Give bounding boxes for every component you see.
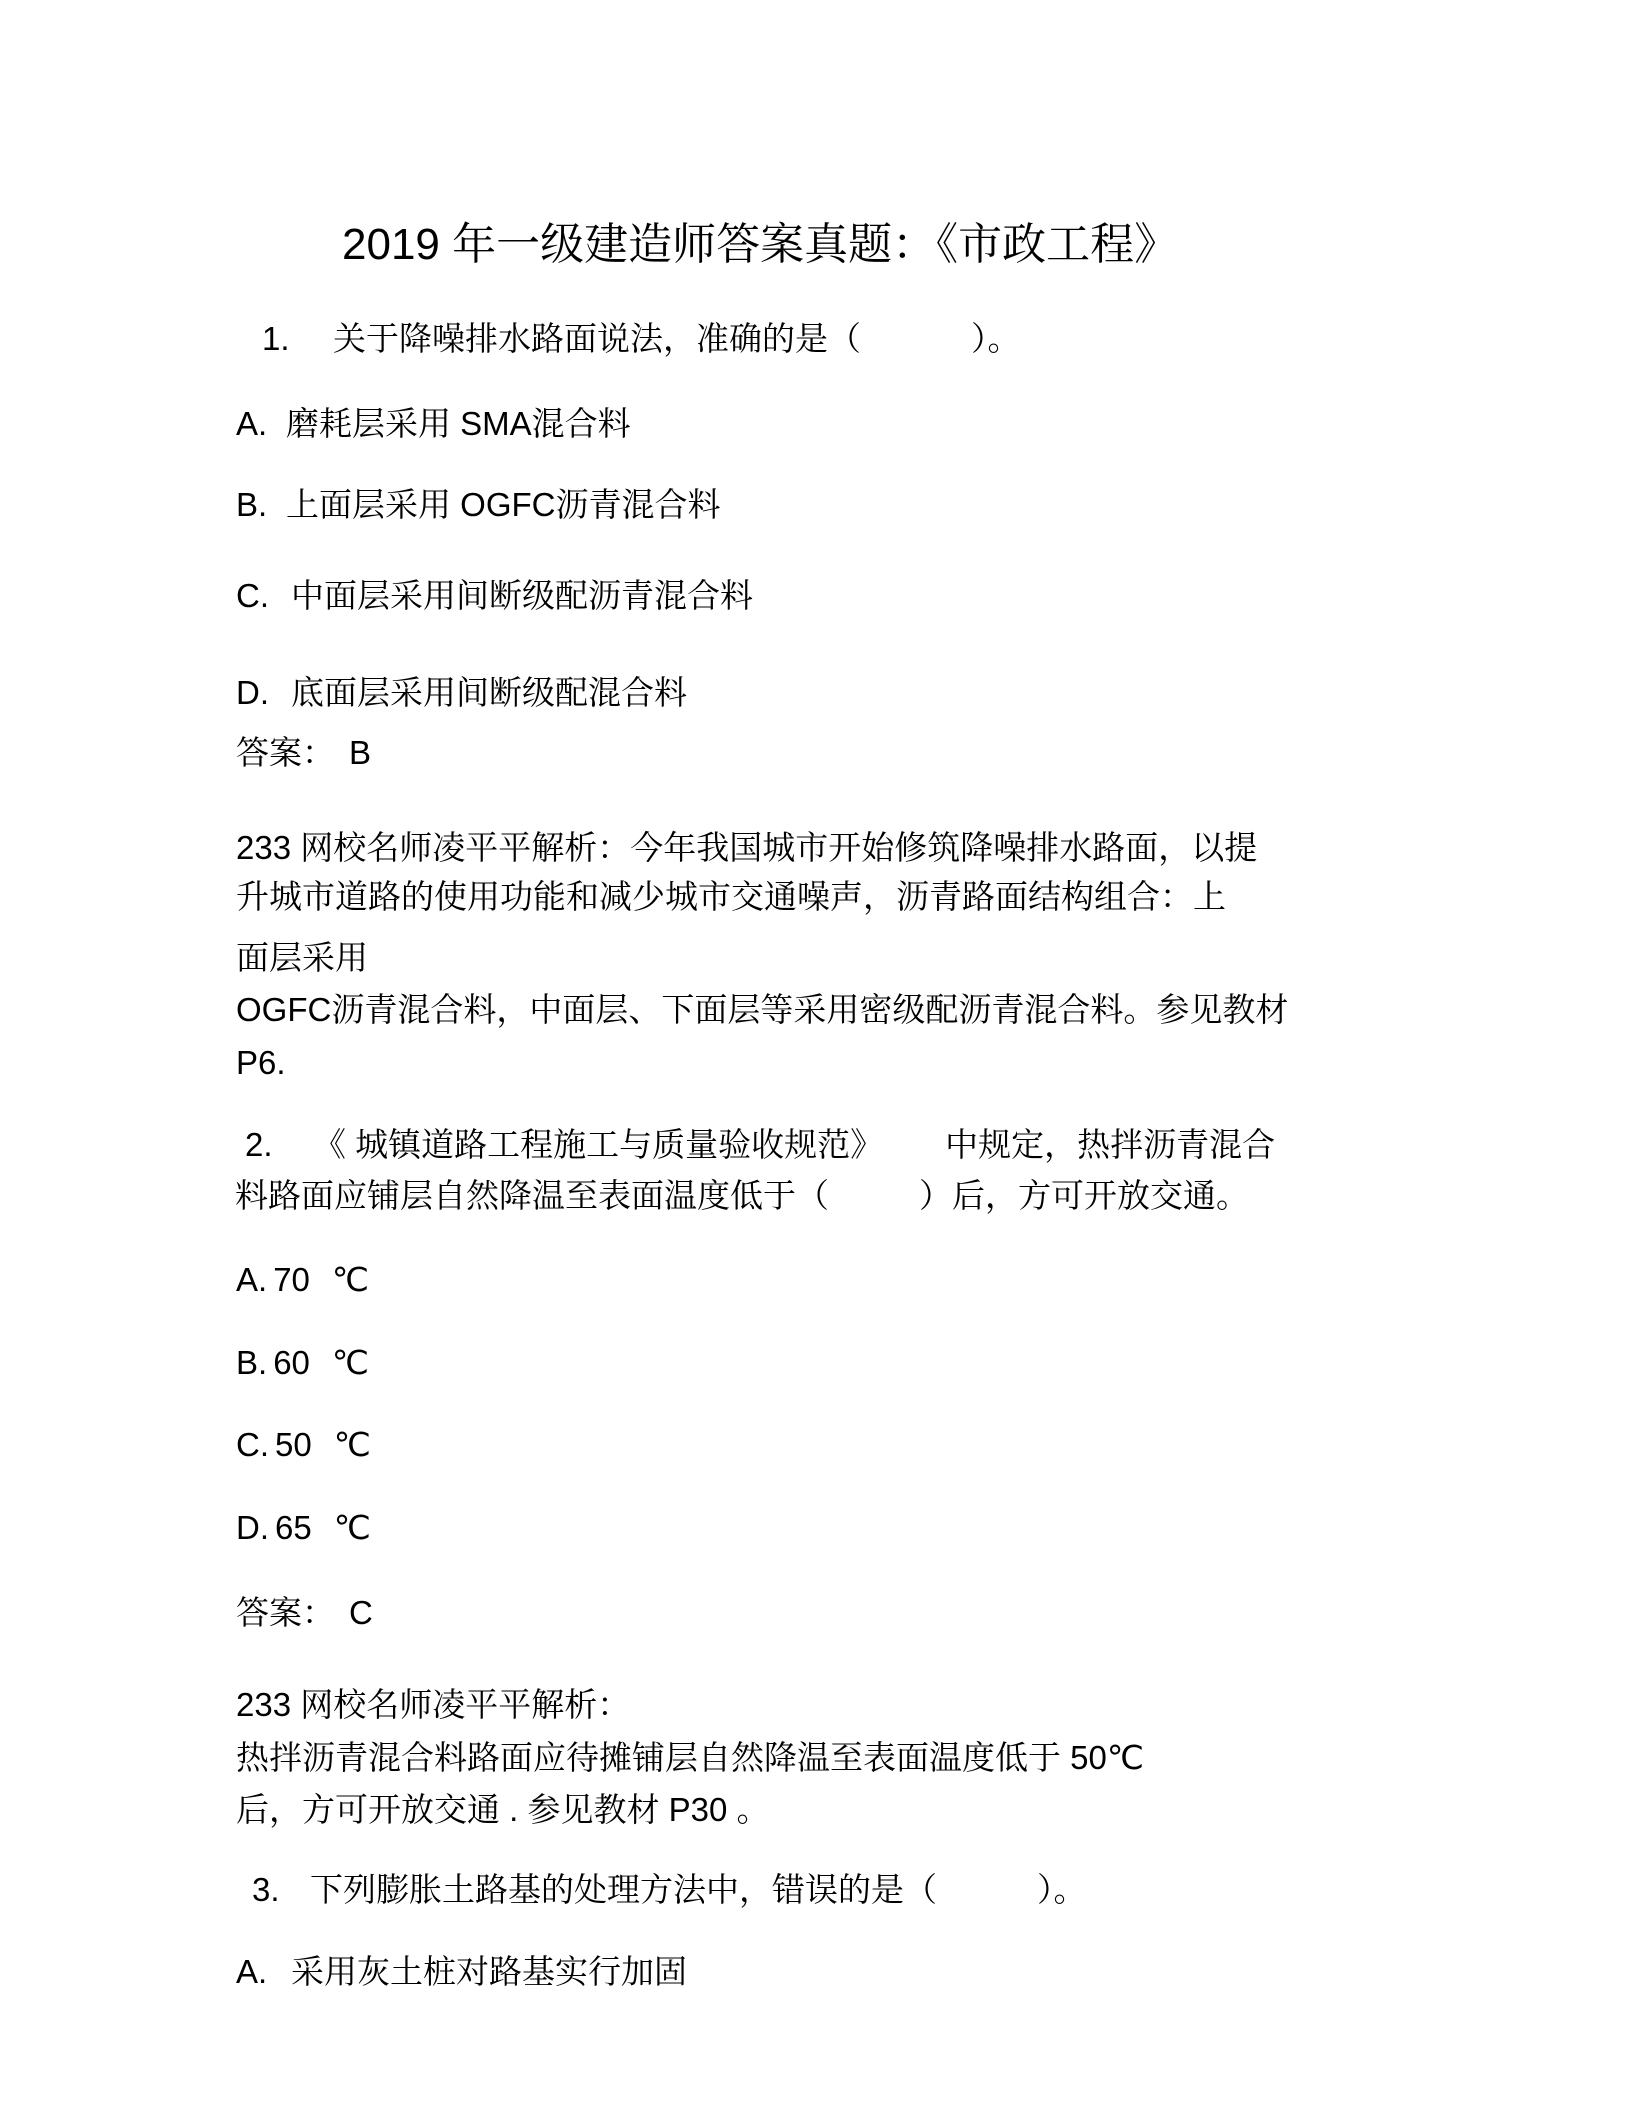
answer-label: 答案： bbox=[236, 1594, 335, 1631]
question-1-option-a bbox=[236, 404, 631, 444]
option-letter: B. bbox=[236, 486, 268, 523]
question-text-close: ）。 bbox=[1037, 1871, 1087, 1908]
question-2-answer bbox=[236, 1593, 373, 1633]
option-letter: D. bbox=[236, 1509, 269, 1546]
answer-value: C bbox=[349, 1594, 373, 1631]
answer-value: B bbox=[349, 734, 372, 771]
degree-unit: ℃ bbox=[333, 1509, 371, 1546]
question-number: 1. bbox=[262, 320, 290, 357]
question-text-close: ）。 bbox=[971, 320, 1021, 357]
question-1-analysis-line: 升城市道路的使用功能和减少城市交通噪声，沥青路面结构组合：上 bbox=[236, 878, 1226, 915]
option-text: 磨耗层采用 SMA混合料 bbox=[286, 405, 631, 442]
option-value: 50 bbox=[275, 1426, 312, 1463]
question-1-stem bbox=[262, 319, 1021, 359]
option-text: 上面层采用 OGFC沥青混合料 bbox=[286, 486, 721, 523]
degree-unit: ℃ bbox=[333, 1426, 371, 1463]
question-2-analysis-line: 233 网校名师凌平平解析： bbox=[236, 1686, 631, 1723]
option-text: 中面层采用间断级配沥青混合料 bbox=[291, 577, 753, 614]
option-text: 采用灰土桩对路基实行加固 bbox=[291, 1953, 687, 1990]
question-1-analysis-line: 面层采用 bbox=[236, 939, 368, 976]
question-1-analysis-line: 233 网校名师凌平平解析：今年我国城市开始修筑降噪排水路面，以提 bbox=[236, 829, 1258, 866]
option-letter: A. bbox=[236, 1953, 268, 1990]
question-text: 下列膨胀土路基的处理方法中，错误的是（ bbox=[310, 1871, 937, 1908]
question-2-option-d bbox=[236, 1508, 371, 1548]
question-2-stem-line-2 bbox=[235, 1176, 1249, 1216]
question-3-stem bbox=[252, 1870, 1087, 1910]
question-text: 中规定，热拌沥青混合 bbox=[945, 1126, 1276, 1163]
option-value: 60 bbox=[273, 1344, 310, 1381]
option-letter: B. bbox=[236, 1344, 268, 1381]
degree-unit: ℃ bbox=[331, 1261, 369, 1298]
option-letter: D. bbox=[236, 674, 269, 711]
answer-label: 答案： bbox=[236, 734, 335, 771]
option-letter: C. bbox=[236, 1426, 269, 1463]
question-1-analysis-line: P6. bbox=[236, 1044, 286, 1081]
question-number: 2. bbox=[245, 1126, 273, 1163]
option-value: 70 bbox=[273, 1261, 310, 1298]
option-letter: A. bbox=[236, 405, 268, 442]
question-text: ）后，方可开放交通。 bbox=[919, 1177, 1249, 1214]
question-1-option-b bbox=[236, 485, 721, 525]
question-text: 料路面应铺层自然降温至表面温度低于（ bbox=[235, 1177, 829, 1214]
question-1-option-d bbox=[236, 673, 687, 713]
question-1-option-c bbox=[236, 576, 753, 616]
question-2-option-c bbox=[236, 1425, 371, 1465]
document-title: 2019 年一级建造师答案真题：《市政工程》 bbox=[342, 220, 1179, 269]
option-value: 65 bbox=[275, 1509, 312, 1546]
option-letter: C. bbox=[236, 577, 269, 614]
question-1-answer bbox=[236, 733, 371, 773]
degree-unit: ℃ bbox=[331, 1344, 369, 1381]
question-2-analysis-line: 后，方可开放交通 . 参见教材 P30 。 bbox=[236, 1791, 770, 1828]
question-text: 关于降噪排水路面说法，准确的是（ bbox=[333, 320, 861, 357]
option-text: 底面层采用间断级配混合料 bbox=[291, 674, 687, 711]
option-letter: A. bbox=[236, 1261, 268, 1298]
question-2-analysis-line: 热拌沥青混合料路面应待摊铺层自然降温至表面温度低于 50℃ bbox=[236, 1739, 1144, 1776]
question-1-analysis-line: OGFC沥青混合料，中面层、下面层等采用密级配沥青混合料。参见教材 bbox=[236, 991, 1289, 1028]
question-2-stem-line-1 bbox=[245, 1125, 1275, 1165]
question-2-option-a bbox=[236, 1260, 369, 1300]
question-2-option-b bbox=[236, 1343, 369, 1383]
question-3-option-a bbox=[236, 1952, 687, 1992]
question-number: 3. bbox=[252, 1871, 280, 1908]
question-text: 《 城镇道路工程施工与质量验收规范》 bbox=[313, 1126, 884, 1163]
